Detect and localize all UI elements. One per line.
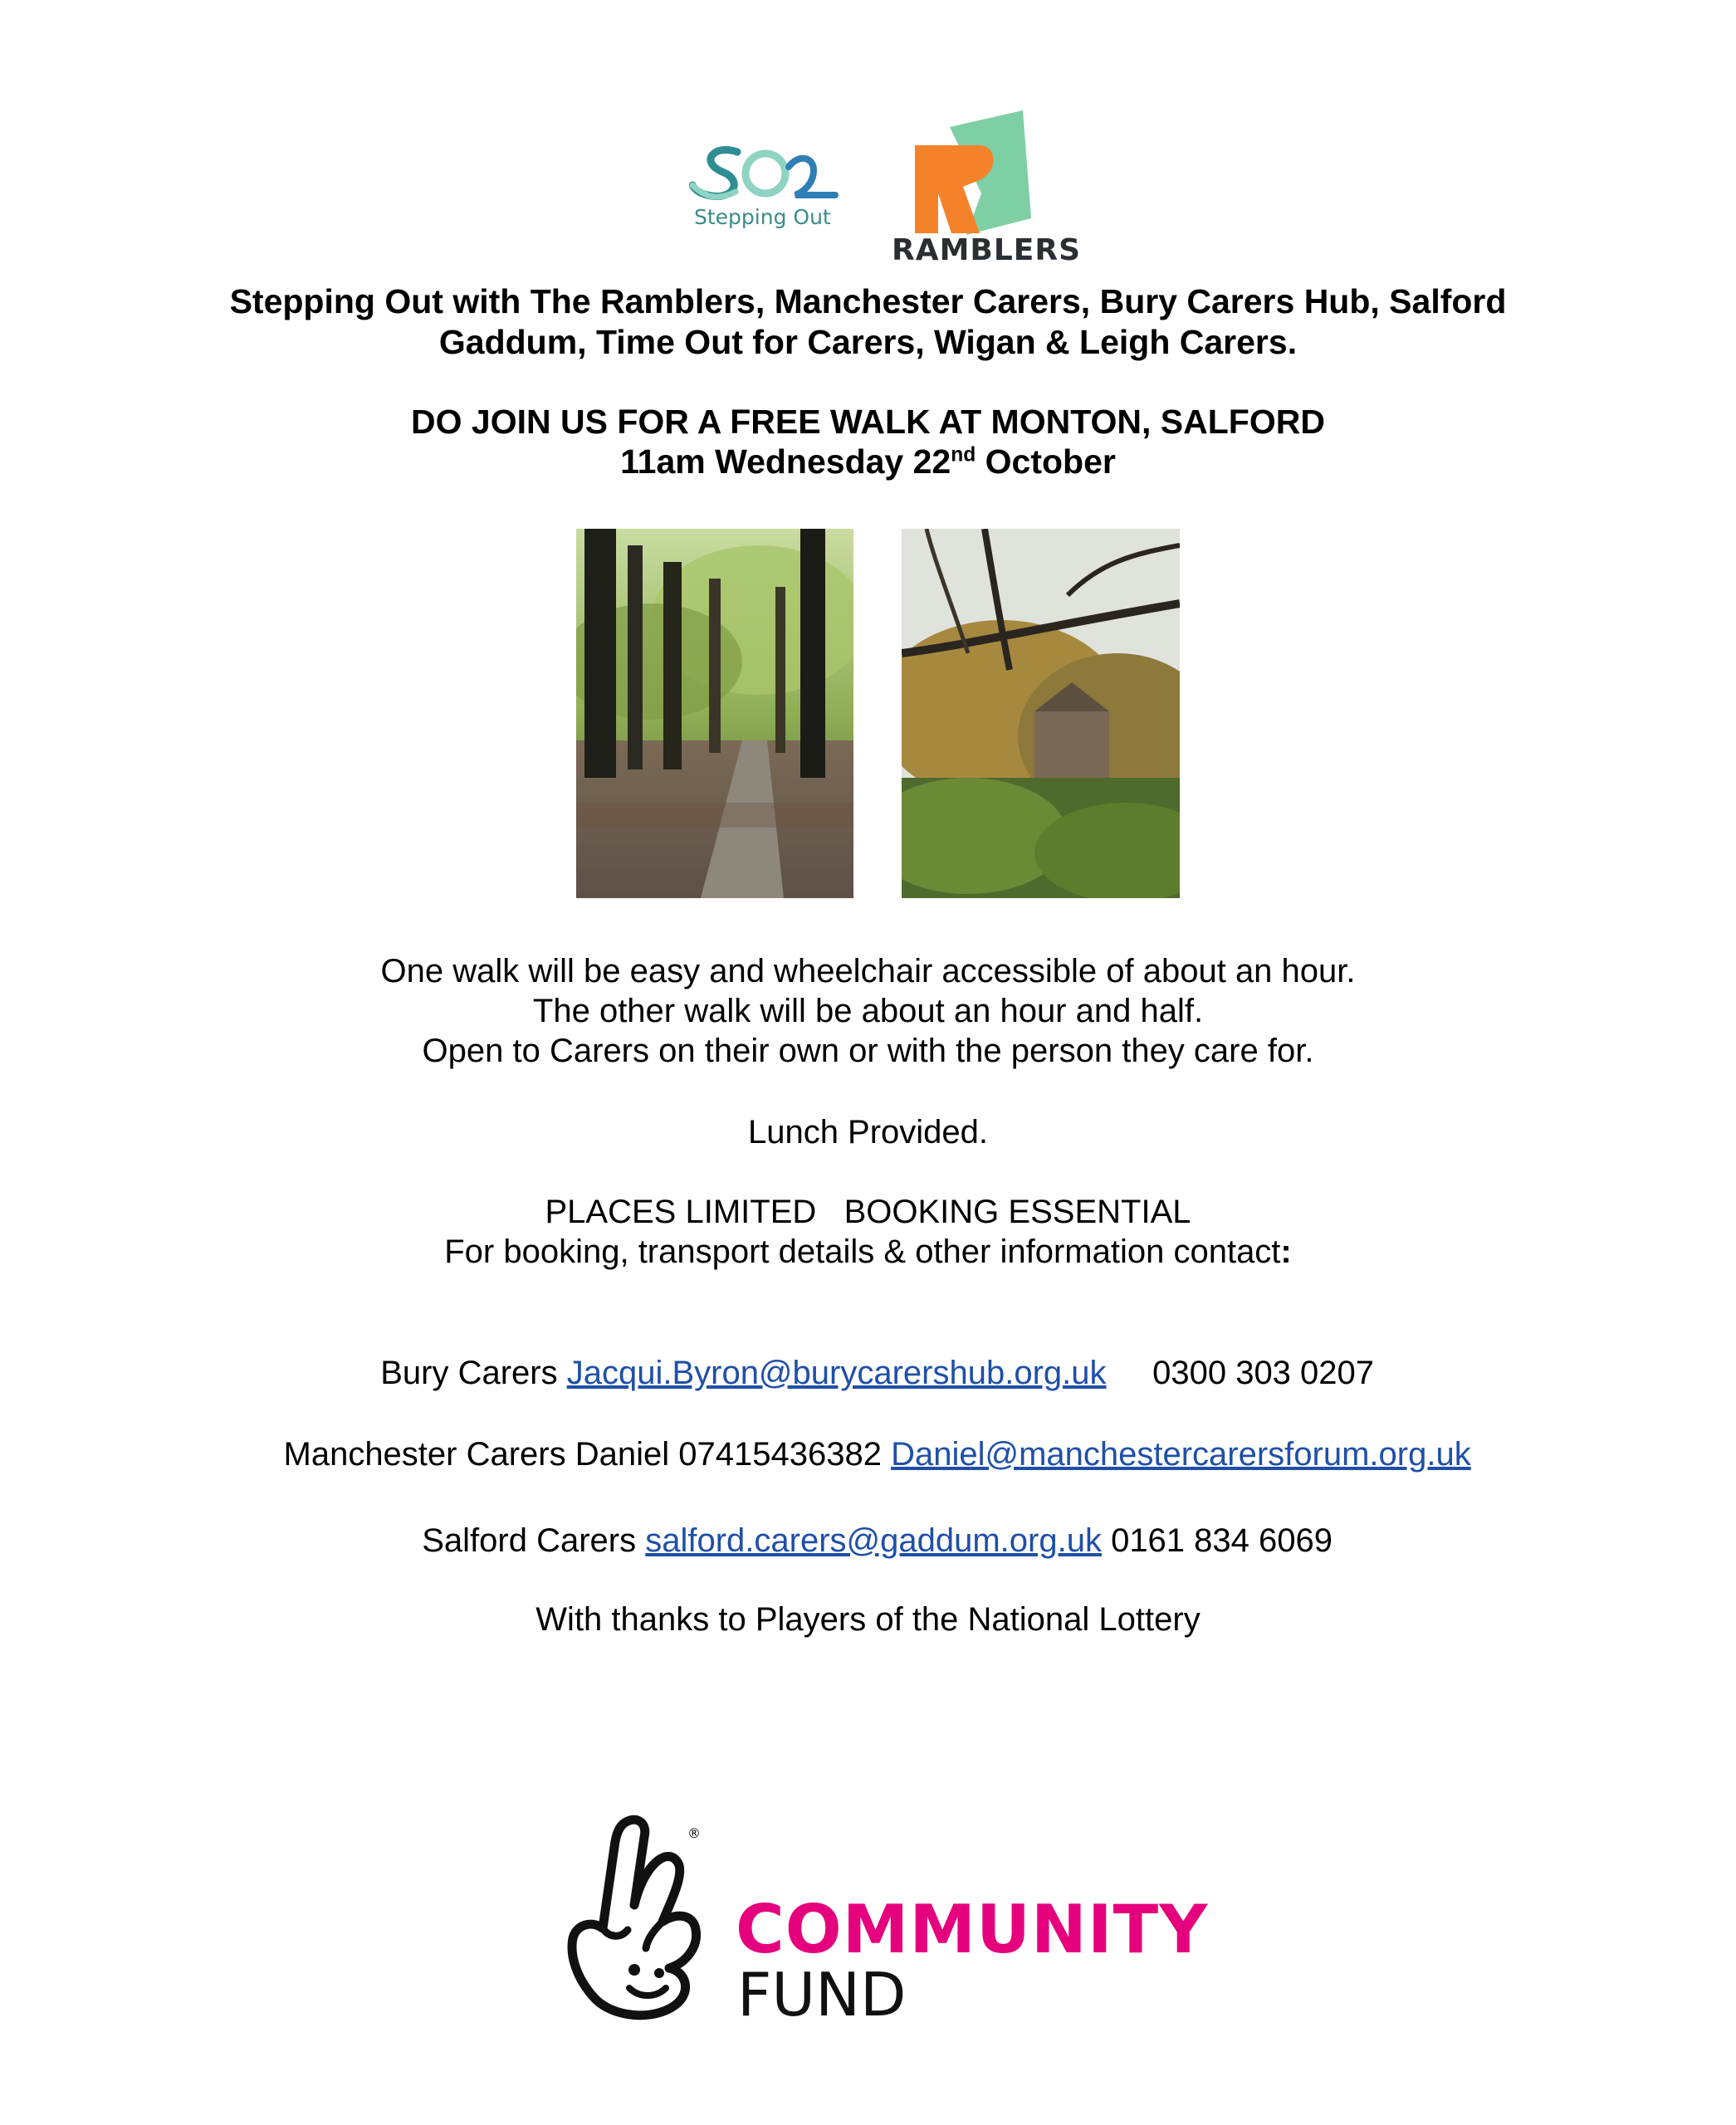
contact-bury-phone: 0300 303 0207 — [1152, 1355, 1375, 1391]
community-fund-title: COMMUNITY — [736, 1891, 1209, 1968]
ramblers-logo-label: RAMBLERS — [892, 233, 1082, 267]
event-date — [0, 442, 1736, 482]
event-date-ordinal: nd — [951, 443, 976, 467]
stepping-out-logo — [689, 137, 839, 237]
contact-manchester-label: Manchester Carers Daniel 07415436382 — [283, 1436, 892, 1473]
ramblers-logo — [890, 110, 1082, 268]
ramblers-logo-mark — [890, 110, 1056, 235]
thanks-line: With thanks to Players of the National Lottery — [535, 1601, 1201, 1638]
community-fund-logo — [561, 1814, 1209, 2030]
registered-mark: ® — [687, 1825, 701, 1841]
contact-bury-spacer — [1107, 1355, 1153, 1391]
contact-manchester-email-link[interactable]: Daniel@manchestercarersforum.org.uk — [891, 1436, 1471, 1473]
contact-bury-email-link[interactable]: Jacqui.Byron@burycarershub.org.uk — [566, 1355, 1107, 1391]
contact-salford-phone: 0161 834 6069 — [1101, 1522, 1333, 1559]
event-headline: DO JOIN US FOR A FREE WALK AT MONTON, SALFORD — [411, 403, 1325, 441]
community-fund-subtitle: FUND — [737, 1960, 907, 2030]
details-line-2: The other walk will be about an hour and half. — [532, 993, 1204, 1029]
booking-contact-intro — [0, 1232, 1736, 1272]
details-line-3: Open to Carers on their own or with the person they care for. — [422, 1033, 1314, 1069]
event-date-month: October — [976, 442, 1116, 481]
booking-contact-text: For booking, transport details & other information contact — [444, 1233, 1281, 1270]
intro-line-1: Stepping Out with The Ramblers, Manchester Carers, Bury Carers Hub, Salford — [229, 282, 1507, 320]
woodland-path-photo — [576, 529, 853, 898]
booking-notice: PLACES LIMITED BOOKING ESSENTIAL — [545, 1194, 1191, 1230]
intro-line-2: Gaddum, Time Out for Carers, Wigan & Leigh Carers. — [438, 323, 1298, 361]
details-line-1: One walk will be easy and wheelchair accessible of about an hour. — [380, 953, 1356, 989]
crossed-fingers-icon — [561, 1814, 719, 2021]
contact-salford-email-link[interactable]: salford.carers@gaddum.org.uk — [645, 1522, 1102, 1559]
contact-manchester — [0, 1395, 1736, 1474]
stepping-out-logo-label: Stepping Out — [694, 205, 831, 229]
contact-salford — [0, 1481, 1736, 1561]
lunch-provided: Lunch Provided. — [747, 1114, 989, 1150]
booking-contact-colon: : — [1280, 1233, 1292, 1270]
stepping-out-logo-mark — [689, 137, 839, 212]
autumn-trees-house-photo — [902, 529, 1180, 898]
event-date-prefix: 11am Wednesday 22 — [620, 442, 951, 481]
contact-bury-label: Bury Carers — [380, 1355, 567, 1391]
contact-bury — [0, 1313, 1736, 1393]
contact-salford-label: Salford Carers — [422, 1522, 646, 1559]
